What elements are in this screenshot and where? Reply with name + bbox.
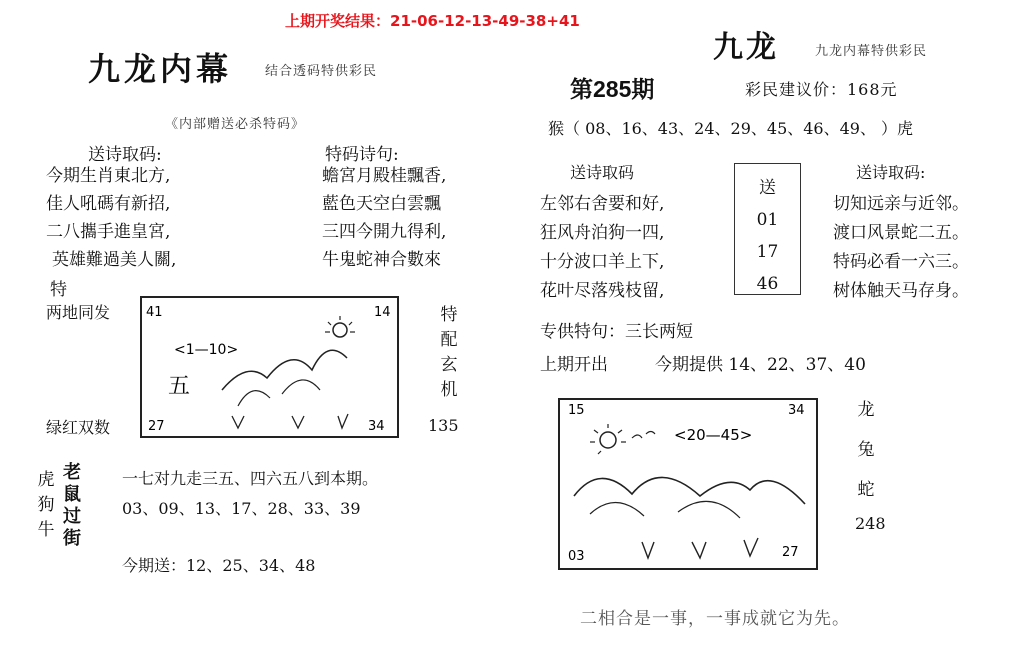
- right-poem2-heading: 送诗取码:: [856, 163, 926, 182]
- right-footer: 二相合是一事，一事成就它为先。: [580, 609, 850, 629]
- right-subtitle: 九龙内幕特供彩民: [815, 44, 928, 59]
- left-poem2-heading: 特码诗句:: [325, 145, 399, 165]
- box-number: 41: [146, 305, 163, 320]
- last-open-label: 上期开出: [540, 355, 608, 375]
- zodiac-char: 街: [63, 528, 81, 549]
- monkey-line: 猴（ 08、16、43、24、29、45、46、49、 ）虎: [548, 119, 914, 138]
- zodiac-col2: [60, 462, 84, 550]
- poem-line: 切知远亲与近邻。: [833, 194, 969, 214]
- mountain-icon: [574, 477, 805, 504]
- box-number: 14: [374, 305, 391, 320]
- poem-line: 渡口风景蛇二五。: [833, 223, 969, 243]
- left-line1: 一七对九走三五、四六五八到本期。: [122, 469, 379, 488]
- poem-line: 特码必看一六三。: [833, 252, 969, 272]
- left-right-number: 135: [428, 416, 459, 435]
- left-sketch: [142, 298, 397, 436]
- right-poem2: [833, 190, 969, 306]
- zodiac-char: 虎: [37, 470, 55, 490]
- left-te-char: 特: [50, 280, 67, 300]
- grass-icon: [232, 414, 348, 428]
- poem-line: 狂风舟泊狗一四,: [540, 223, 665, 243]
- this-offer: 今期提供 14、22、37、40: [655, 355, 866, 375]
- box-char: 五: [168, 374, 191, 399]
- right-poem1: [540, 190, 664, 306]
- left-drawing-box: [140, 296, 399, 438]
- poem-line: 十分波口羊上下,: [540, 252, 665, 272]
- side-char: 龙: [857, 400, 875, 420]
- mountain-icon: [222, 350, 347, 390]
- zodiac-char: 鼠: [63, 484, 81, 505]
- issue-number: 第285期: [570, 76, 655, 102]
- box-number: 15: [568, 403, 585, 418]
- send-box-number: 46: [756, 274, 779, 294]
- side-char: 兔: [857, 440, 875, 460]
- poem-line: 藍色天空白雲飄: [322, 194, 441, 214]
- sun-rays-icon: [325, 316, 355, 332]
- suggested-price: 彩民建议价：168元: [745, 80, 898, 99]
- zodiac-col1: [35, 468, 57, 543]
- box-number: 34: [788, 403, 805, 418]
- sun-icon: [600, 432, 616, 448]
- box-hint: <1—10>: [174, 342, 239, 358]
- poem-line: 花叶尽落残枝留,: [540, 281, 665, 301]
- send-box: [734, 163, 801, 295]
- side-char: 蛇: [857, 480, 875, 500]
- left-line2: 03、09、13、17、28、33、39: [122, 499, 361, 518]
- box-number: 27: [782, 545, 799, 560]
- poem-line: 英雄難過美人關,: [52, 250, 177, 270]
- last-result-header: 上期开奖结果：21-06-12-13-49-38+41: [285, 12, 580, 30]
- zodiac-char: 老: [63, 462, 81, 483]
- right-sketch: [560, 400, 816, 568]
- right-drawing-box: [558, 398, 818, 570]
- left-subtitle: 结合透码特供彩民: [265, 64, 378, 79]
- right-side-chars: [855, 390, 877, 510]
- poem-line: 佳人吼碼有新招,: [46, 194, 171, 214]
- right-title: 九龙: [713, 30, 779, 65]
- mountain-icon: [238, 380, 320, 406]
- sun-rays-icon: [590, 424, 626, 454]
- left-title: 九龙内幕: [88, 50, 233, 88]
- poem-line: 牛鬼蛇神合數來: [322, 250, 441, 270]
- right-side-number: 248: [855, 514, 886, 533]
- left-poem2: [322, 162, 446, 274]
- left-subhead: 《内部赠送必杀特码》: [165, 117, 306, 132]
- poem-line: 蟾宮月殿桂飄香,: [322, 166, 447, 186]
- poem-line: 三四今開九得利,: [322, 222, 447, 242]
- left-label-bottom: 绿红双数: [46, 418, 111, 437]
- left-poem1-heading: 送诗取码:: [88, 145, 162, 165]
- sun-icon: [333, 323, 347, 337]
- box-number: 34: [368, 419, 385, 434]
- vertical-char: 配: [440, 330, 458, 350]
- mountain-icon: [590, 501, 740, 518]
- vertical-char: 特: [440, 305, 458, 325]
- poem-line: 今期生肖東北方,: [46, 166, 171, 186]
- vertical-char: 机: [440, 380, 458, 400]
- poem-line: 左邻右舍要和好,: [540, 194, 665, 214]
- left-label-top: 两地同发: [46, 303, 111, 322]
- send-box-label: 送: [759, 178, 776, 198]
- left-line3: 今期送：12、25、34、48: [122, 556, 316, 575]
- send-box-number: 17: [756, 242, 779, 262]
- grass-icon: [642, 538, 758, 558]
- box-hint: <20—45>: [674, 426, 753, 444]
- right-poem1-heading: 送诗取码: [570, 163, 635, 182]
- left-poem1: [46, 162, 176, 274]
- cloud-icon: [632, 432, 655, 439]
- zodiac-char: 狗: [37, 495, 55, 515]
- send-box-number: 01: [756, 210, 779, 230]
- box-number: 27: [148, 419, 165, 434]
- poem-line: 树体触天马存身。: [833, 281, 969, 301]
- special-verse: 专供特句：三长两短: [540, 322, 693, 342]
- vertical-char: 玄: [440, 355, 458, 375]
- left-right-vertical: [438, 300, 460, 400]
- zodiac-char: 牛: [37, 520, 55, 540]
- box-number: 03: [568, 549, 585, 564]
- poem-line: 二八攜手進皇宮,: [46, 222, 171, 242]
- zodiac-char: 过: [63, 506, 81, 527]
